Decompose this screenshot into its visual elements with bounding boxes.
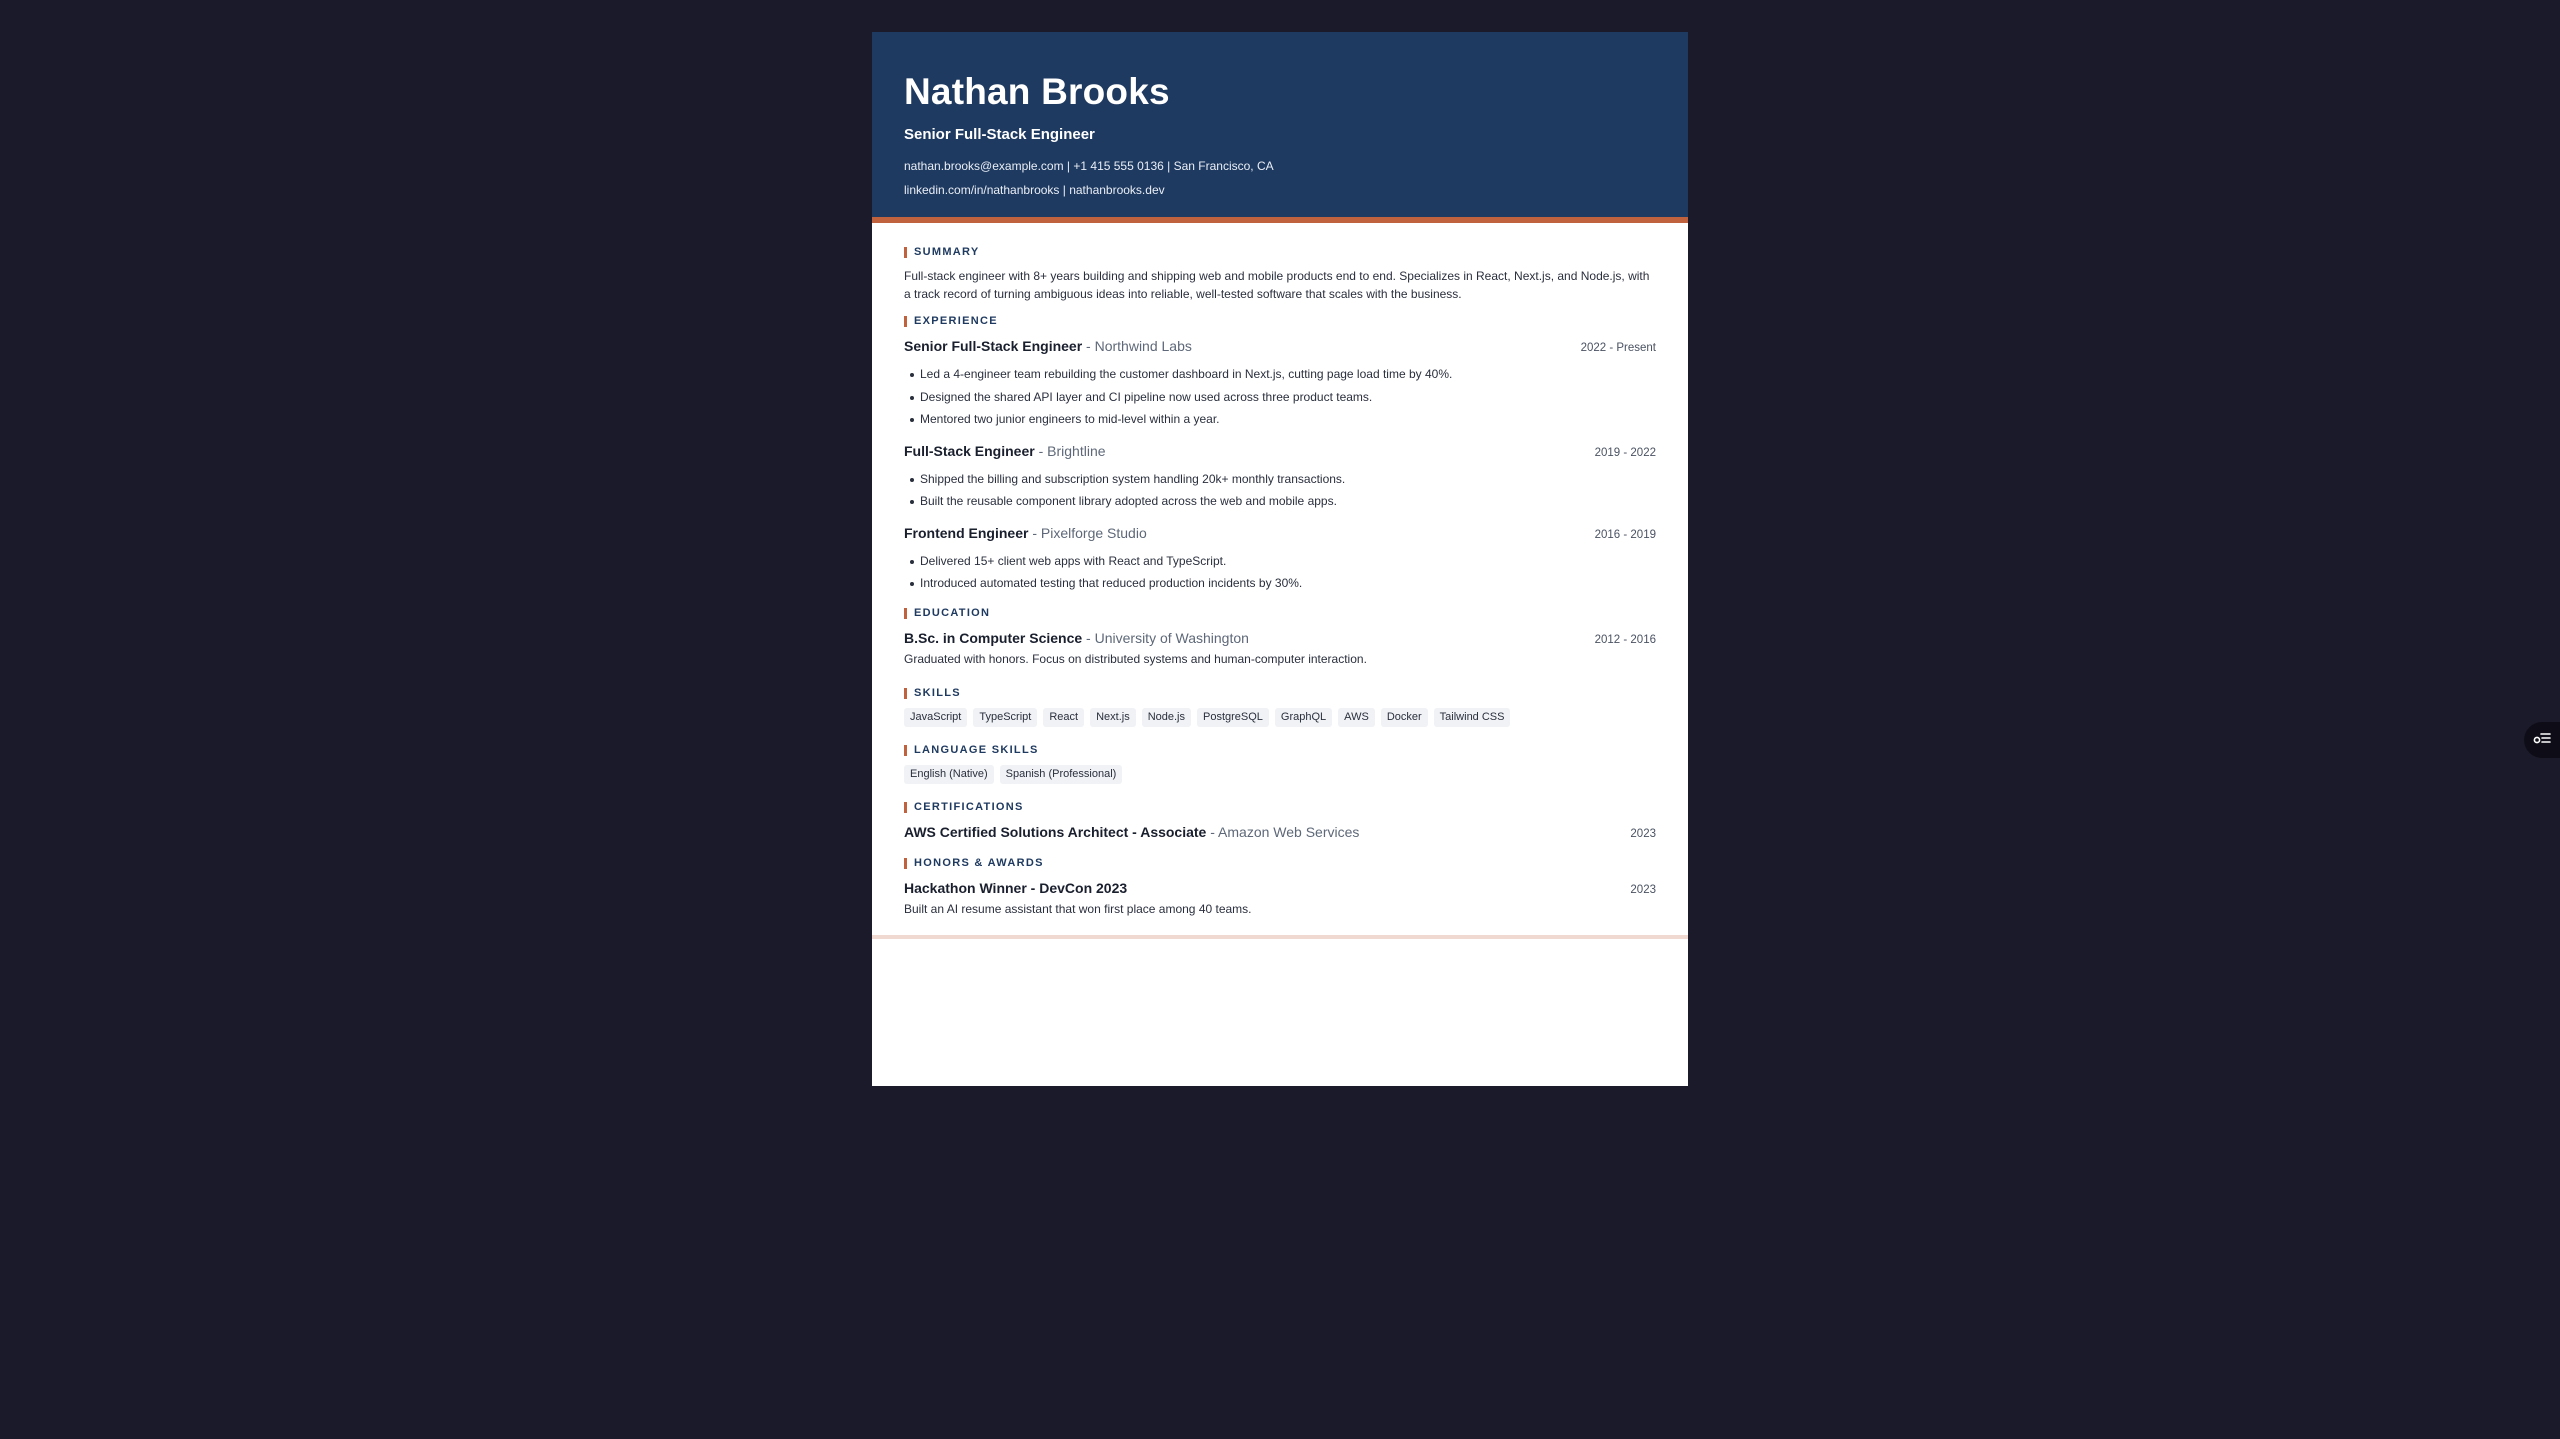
school-name: - University of Washington <box>1082 629 1249 646</box>
footer-divider <box>872 935 1688 939</box>
job-bullet: Built the reusable component library adopted across the web and mobile apps. <box>904 490 1656 513</box>
job-bullet: Designed the shared API layer and CI pipeline now used across three product teams. <box>904 386 1656 409</box>
section-title-honors: HONORS & AWARDS <box>904 858 1656 869</box>
skill-chip: Node.js <box>1142 708 1191 727</box>
skill-chip: AWS <box>1338 708 1375 727</box>
candidate-role: Senior Full-Stack Engineer <box>904 126 1095 143</box>
job-title: Frontend Engineer <box>904 524 1029 541</box>
summary-text: Full-stack engineer with 8+ years building and shipping web and mobile products end to end. Specializes in React, Next.js, and Node.js, with a track record of turning ambiguous ideas into reliable, well-tested software that scales with the business. <box>904 269 1650 301</box>
section-title-education: EDUCATION <box>904 608 1656 619</box>
job-bullet: Delivered 15+ client web apps with React and TypeScript. <box>904 550 1656 573</box>
job-title: Full-Stack Engineer <box>904 442 1035 459</box>
skill-chip: Docker <box>1381 708 1428 727</box>
education-description: Graduated with honors. Focus on distributed systems and human-computer interaction. <box>904 651 1367 666</box>
section-title-certifications: CERTIFICATIONS <box>904 802 1656 813</box>
job-company: - Northwind Labs <box>1082 338 1192 354</box>
honor-description: Built an AI resume assistant that won first place among 40 teams. <box>904 901 1252 916</box>
job-dates: 2022 - Present <box>1580 342 1656 354</box>
job-company: - Brightline <box>1034 442 1106 459</box>
experience-entry <box>904 441 1656 513</box>
certification-name: AWS Certified Solutions Architect - Associate <box>904 823 1207 840</box>
honor-entry <box>904 878 1656 917</box>
certification-date: 2023 <box>1630 827 1656 840</box>
candidate-name: Nathan Brooks <box>904 71 1170 112</box>
resume-content <box>872 223 1688 917</box>
education-entry <box>904 628 1656 667</box>
job-dates: 2016 - 2019 <box>1594 528 1656 541</box>
certification-issuer: - Amazon Web Services <box>1206 823 1360 840</box>
job-bullet: Led a 4-engineer team rebuilding the customer dashboard in Next.js, cutting page load time by 40%. <box>904 363 1656 386</box>
skill-chip: Tailwind CSS <box>1434 708 1511 727</box>
contact-line-2: linkedin.com/in/nathanbrooks | nathanbrooks.dev <box>904 183 1165 197</box>
job-bullet: Introduced automated testing that reduced production incidents by 30%. <box>904 572 1656 595</box>
languages-list <box>904 765 1656 784</box>
side-panel-toggle[interactable] <box>2524 722 2560 758</box>
skill-chip: PostgreSQL <box>1197 708 1269 727</box>
skill-chip: Next.js <box>1090 708 1136 727</box>
resume-header <box>872 32 1688 223</box>
experience-entry <box>904 336 1656 431</box>
skill-chip: TypeScript <box>973 708 1037 727</box>
job-bullet: Shipped the billing and subscription system handling 20k+ monthly transactions. <box>904 468 1656 491</box>
skill-chip: GraphQL <box>1275 708 1332 727</box>
certification-entry <box>904 822 1656 844</box>
resume-page <box>872 32 1688 1086</box>
section-title-experience: EXPERIENCE <box>904 316 1656 327</box>
job-bullet: Mentored two junior engineers to mid-level within a year. <box>904 408 1656 431</box>
section-title-summary: SUMMARY <box>904 247 1656 258</box>
settings-list-icon <box>2533 731 2551 750</box>
degree-title: B.Sc. in Computer Science <box>904 629 1083 646</box>
skills-list <box>904 708 1656 727</box>
section-title-skills: SKILLS <box>904 688 1656 699</box>
language-chip: English (Native) <box>904 765 994 784</box>
skill-chip: JavaScript <box>904 708 967 727</box>
honor-date: 2023 <box>1630 883 1656 896</box>
skill-chip: React <box>1043 708 1084 727</box>
section-title-languages: LANGUAGE SKILLS <box>904 745 1656 756</box>
language-chip: Spanish (Professional) <box>1000 765 1123 784</box>
honor-name: Hackathon Winner - DevCon 2023 <box>904 879 1128 896</box>
contact-line-1: nathan.brooks@example.com | +1 415 555 0136 | San Francisco, CA <box>904 159 1274 173</box>
contact-info <box>904 154 1656 202</box>
experience-entry <box>904 523 1656 595</box>
job-dates: 2019 - 2022 <box>1594 446 1656 459</box>
job-company: - Pixelforge Studio <box>1028 524 1147 541</box>
job-title: Senior Full-Stack Engineer <box>904 338 1083 354</box>
education-dates: 2012 - 2016 <box>1594 633 1656 646</box>
